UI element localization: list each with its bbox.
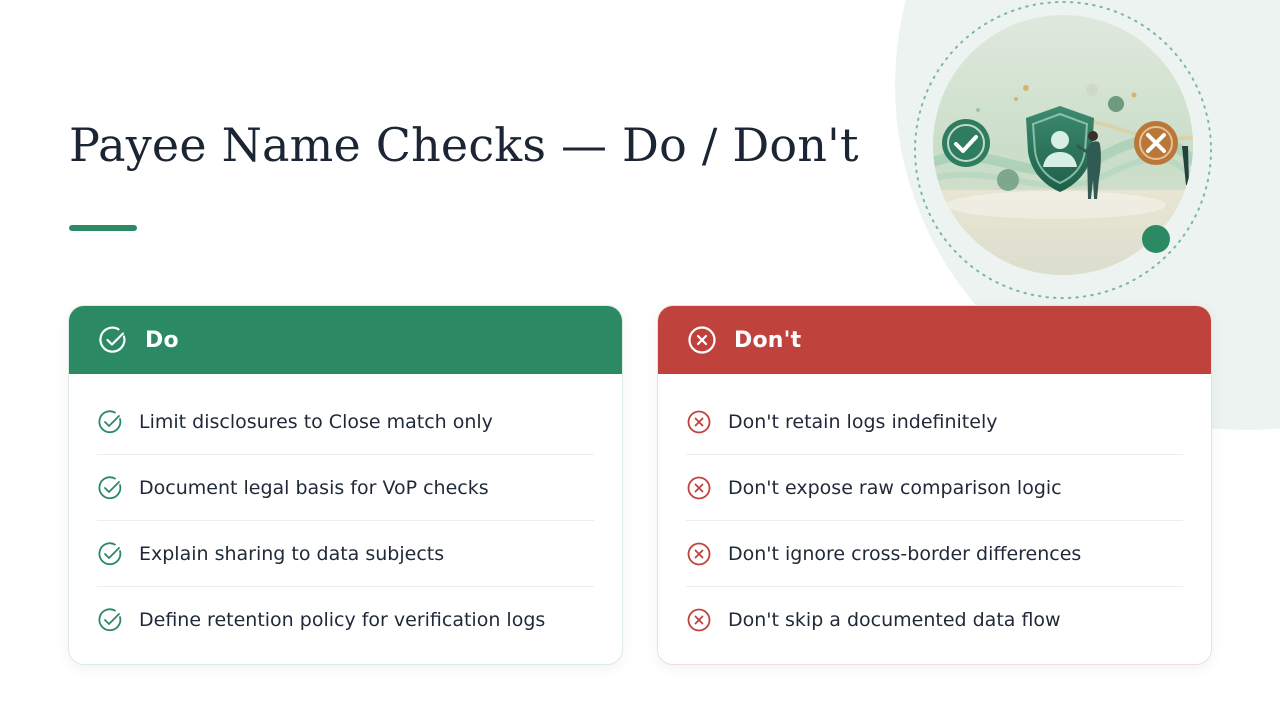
x-circle-icon (686, 475, 712, 501)
dont-item-text: Don't ignore cross-border differences (728, 542, 1082, 565)
do-card (68, 305, 623, 665)
check-circle-icon (97, 324, 129, 356)
dont-card-header (658, 306, 1211, 374)
check-circle-icon (97, 607, 123, 633)
x-circle-icon (686, 409, 712, 435)
check-circle-icon (97, 475, 123, 501)
do-item-text: Document legal basis for VoP checks (139, 476, 489, 499)
dont-item-text: Don't expose raw comparison logic (728, 476, 1062, 499)
dont-item-text: Don't skip a documented data flow (728, 608, 1061, 631)
dont-list (658, 374, 1211, 652)
dont-list-item (686, 521, 1183, 587)
do-list (69, 374, 622, 652)
do-card-title: Do (145, 327, 179, 353)
do-item-text: Define retention policy for verification logs (139, 608, 546, 631)
do-list-item (97, 521, 594, 587)
do-item-text: Explain sharing to data subjects (139, 542, 445, 565)
do-card-header (69, 306, 622, 374)
check-circle-icon (97, 541, 123, 567)
hero-illustration (906, 0, 1222, 300)
check-circle-icon (97, 409, 123, 435)
x-circle-icon (686, 541, 712, 567)
x-circle-icon (686, 324, 718, 356)
dont-list-item (686, 389, 1183, 455)
x-circle-icon (686, 607, 712, 633)
do-list-item (97, 587, 594, 652)
do-list-item (97, 455, 594, 521)
dont-item-text: Don't retain logs indefinitely (728, 410, 998, 433)
title-accent-bar (69, 225, 137, 231)
do-item-text: Limit disclosures to Close match only (139, 410, 493, 433)
page-title: Payee Name Checks — Do / Don't (69, 118, 859, 172)
dont-card (657, 305, 1212, 665)
dont-list-item (686, 455, 1183, 521)
dont-card-title: Don't (734, 327, 802, 353)
dont-list-item (686, 587, 1183, 652)
do-list-item (97, 389, 594, 455)
